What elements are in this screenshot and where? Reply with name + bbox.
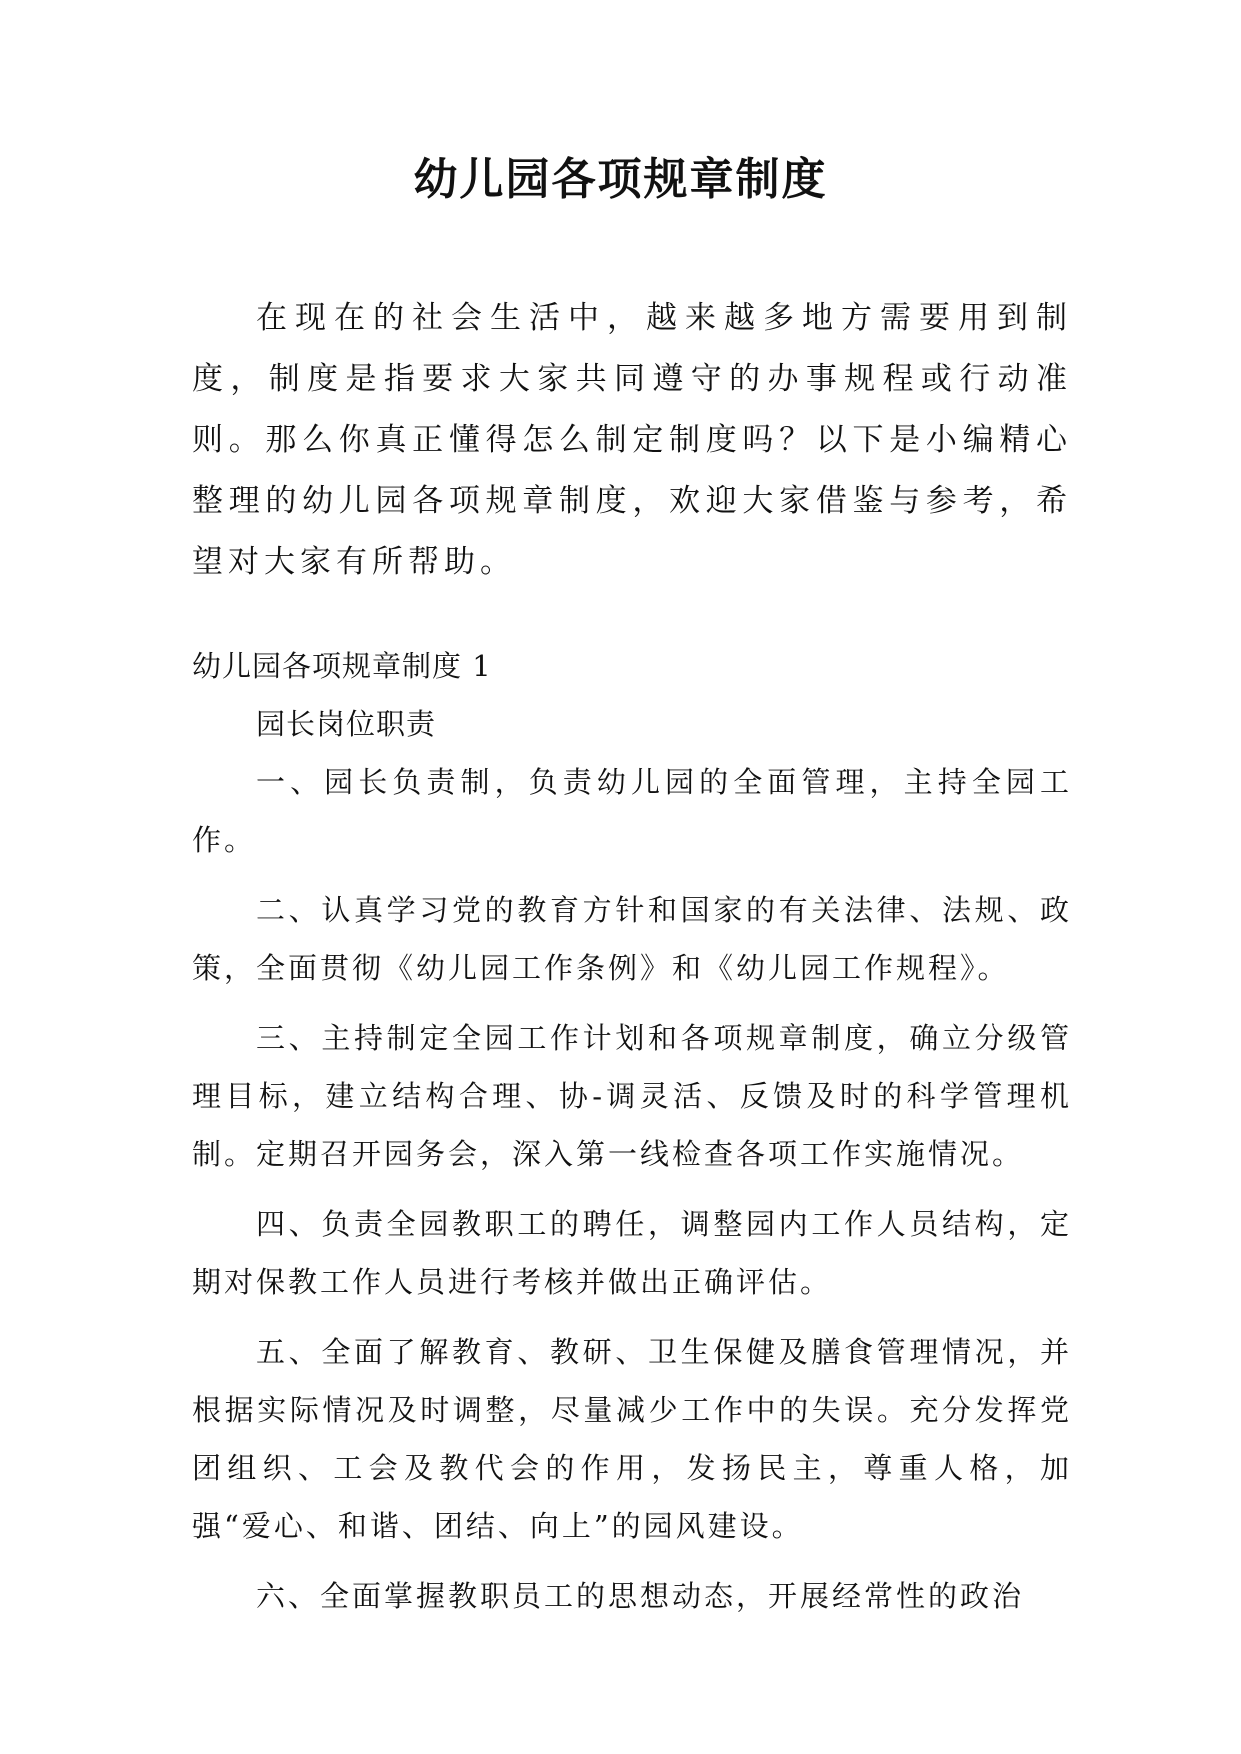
duty-paragraph-5: 五、全面了解教育、教研、卫生保健及膳食管理情况，并根据实际情况及时调整，尽量减少工作中的失误。充分发挥党团组织、工会及教代会的作用，发扬民主，尊重人格，加强“爱心、和谐、团结、向上”的园风建设。	[192, 1335, 1072, 1543]
section-heading: 幼儿园各项规章制度 1	[192, 649, 492, 683]
duty-paragraph-1: 一、园长负责制，负责幼儿园的全面管理，主持全园工作。	[192, 765, 1072, 857]
duty-paragraph-2: 二、认真学习党的教育方针和国家的有关法律、法规、政策，全面贯彻《幼儿园工作条例》和《幼儿园工作规程》。	[192, 893, 1072, 985]
sub-heading: 园长岗位职责	[256, 707, 437, 741]
intro-paragraph: 在现在的社会生活中，越来越多地方需要用到制度，制度是指要求大家共同遵守的办事规程或行动准则。那么你真正懂得怎么制定制度吗？以下是小编精心整理的幼儿园各项规章制度，欢迎大家借鉴与参考，希望对大家有所帮助。	[192, 300, 1072, 580]
document-body	[192, 288, 1072, 1637]
duty-paragraph-4: 四、负责全园教职工的聘任，调整园内工作人员结构，定期对保教工作人员进行考核并做出正确评估。	[192, 1207, 1072, 1299]
duty-paragraph-6: 六、全面掌握教职员工的思想动态，开展经常性的政治	[256, 1579, 1025, 1613]
document-title: 幼儿园各项规章制度	[413, 154, 828, 205]
duty-paragraph-3: 三、主持制定全园工作计划和各项规章制度，确立分级管理目标，建立结构合理、协-调灵活、反馈及时的科学管理机制。定期召开园务会，深入第一线检查各项工作实施情况。	[192, 1021, 1072, 1171]
